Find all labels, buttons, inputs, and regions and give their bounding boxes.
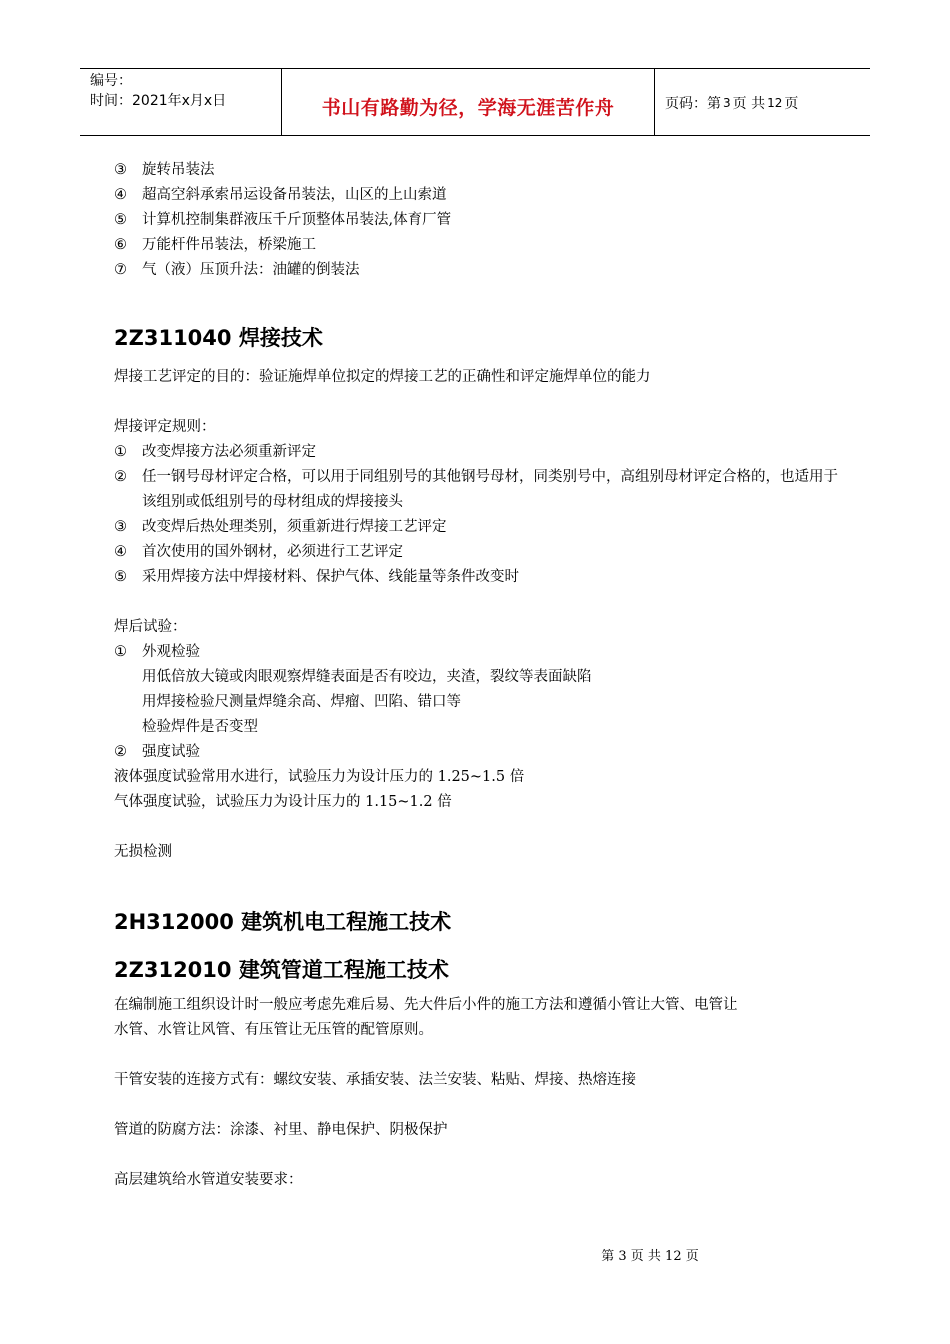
list-item: ⑤ 采用焊接方法中焊接材料、保护气体、线能量等条件改变时 xyxy=(114,569,519,585)
list-item: ③ 改变焊后热处理类别，须重新进行焊接工艺评定 xyxy=(114,519,447,535)
header-page-info xyxy=(655,69,870,135)
section-heading-welding: 2Z311040 焊接技术 xyxy=(114,326,323,350)
visual-check-line: 用焊接检验尺测量焊缝余高、焊瘤、凹陷、错口等 xyxy=(142,694,461,710)
piping-para-2: 干管安装的连接方式有：螺纹安装、承插安装、法兰安装、粘贴、焊接、热熔连接 xyxy=(114,1072,636,1088)
welding-rules-title: 焊接评定规则： xyxy=(114,419,216,435)
list-item: ④ 超高空斜承索吊运设备吊装法，山区的上山索道 xyxy=(114,187,447,203)
page-mid: 页 共 xyxy=(732,96,766,112)
header-meta xyxy=(80,69,282,135)
section-heading-piping: 2Z312010 建筑管道工程施工技术 xyxy=(114,958,449,982)
ndt-text: 无损检测 xyxy=(114,844,172,860)
time-label: 时间：2021年x月x日 xyxy=(90,93,227,109)
piping-para-3: 管道的防腐方法：涂漆、衬里、静电保护、阴极保护 xyxy=(114,1122,448,1138)
list-item: ⑥ 万能杆件吊装法，桥梁施工 xyxy=(114,237,316,253)
list-item: ④ 首次使用的国外钢材，必须进行工艺评定 xyxy=(114,544,403,560)
header-motto: 书山有路勤为径，学海无涯苦作舟 xyxy=(282,69,655,135)
page-header xyxy=(80,68,870,136)
list-item: ⑤ 计算机控制集群液压千斤顶整体吊装法,体育厂管 xyxy=(114,212,452,228)
list-item: ② 强度试验 xyxy=(114,744,200,760)
visual-check-line: 检验焊件是否变型 xyxy=(142,719,258,735)
piping-para-1-line-1: 在编制施工组织设计时一般应考虑先难后易、先大件后小件的施工方法和遵循小管让大管、电管让 xyxy=(114,997,738,1013)
liquid-strength-test: 液体强度试验常用水进行，试验压力为设计压力的 1.25~1.5 倍 xyxy=(114,769,525,785)
list-item: ② 任一钢号母材评定合格，可以用于同组别号的其他钢号母材，同类别号中，高组别母材评定合格的，也适用于该组别或低组别号的母材组成的焊接接头 xyxy=(114,469,838,510)
gas-strength-test: 气体强度试验，试验压力为设计压力的 1.15~1.2 倍 xyxy=(114,794,452,810)
list-item: ① 改变焊接方法必须重新评定 xyxy=(114,444,316,460)
piping-para-4: 高层建筑给水管道安装要求： xyxy=(114,1172,303,1188)
visual-check-line: 用低倍放大镜或肉眼观察焊缝表面是否有咬边，夹渣，裂纹等表面缺陷 xyxy=(142,669,592,685)
document-body xyxy=(114,158,844,1193)
page-total: 12 xyxy=(767,96,783,110)
list-item: ③ 旋转吊装法 xyxy=(114,162,215,178)
welding-purpose: 焊接工艺评定的目的：验证施焊单位拟定的焊接工艺的正确性和评定施焊单位的能力 xyxy=(114,369,651,385)
page-current: 3 xyxy=(723,96,731,110)
lifting-methods-list xyxy=(114,158,844,283)
list-item: ① 外观检验 xyxy=(114,644,200,660)
section-heading-mep: 2H312000 建筑机电工程施工技术 xyxy=(114,910,452,934)
page-suffix: 页 xyxy=(784,96,799,112)
page-prefix: 页码：第 xyxy=(665,96,721,112)
page-footer: 第 3 页 共 12 页 xyxy=(601,1249,699,1264)
list-item: ⑦ 气（液）压顶升法：油罐的倒装法 xyxy=(114,262,360,278)
number-label: 编号： xyxy=(90,73,132,89)
welding-rules-list xyxy=(114,440,844,590)
post-weld-tests-title: 焊后试验： xyxy=(114,619,187,635)
piping-para-1-line-2: 水管、水管让风管、有压管让无压管的配管原则。 xyxy=(114,1022,433,1038)
